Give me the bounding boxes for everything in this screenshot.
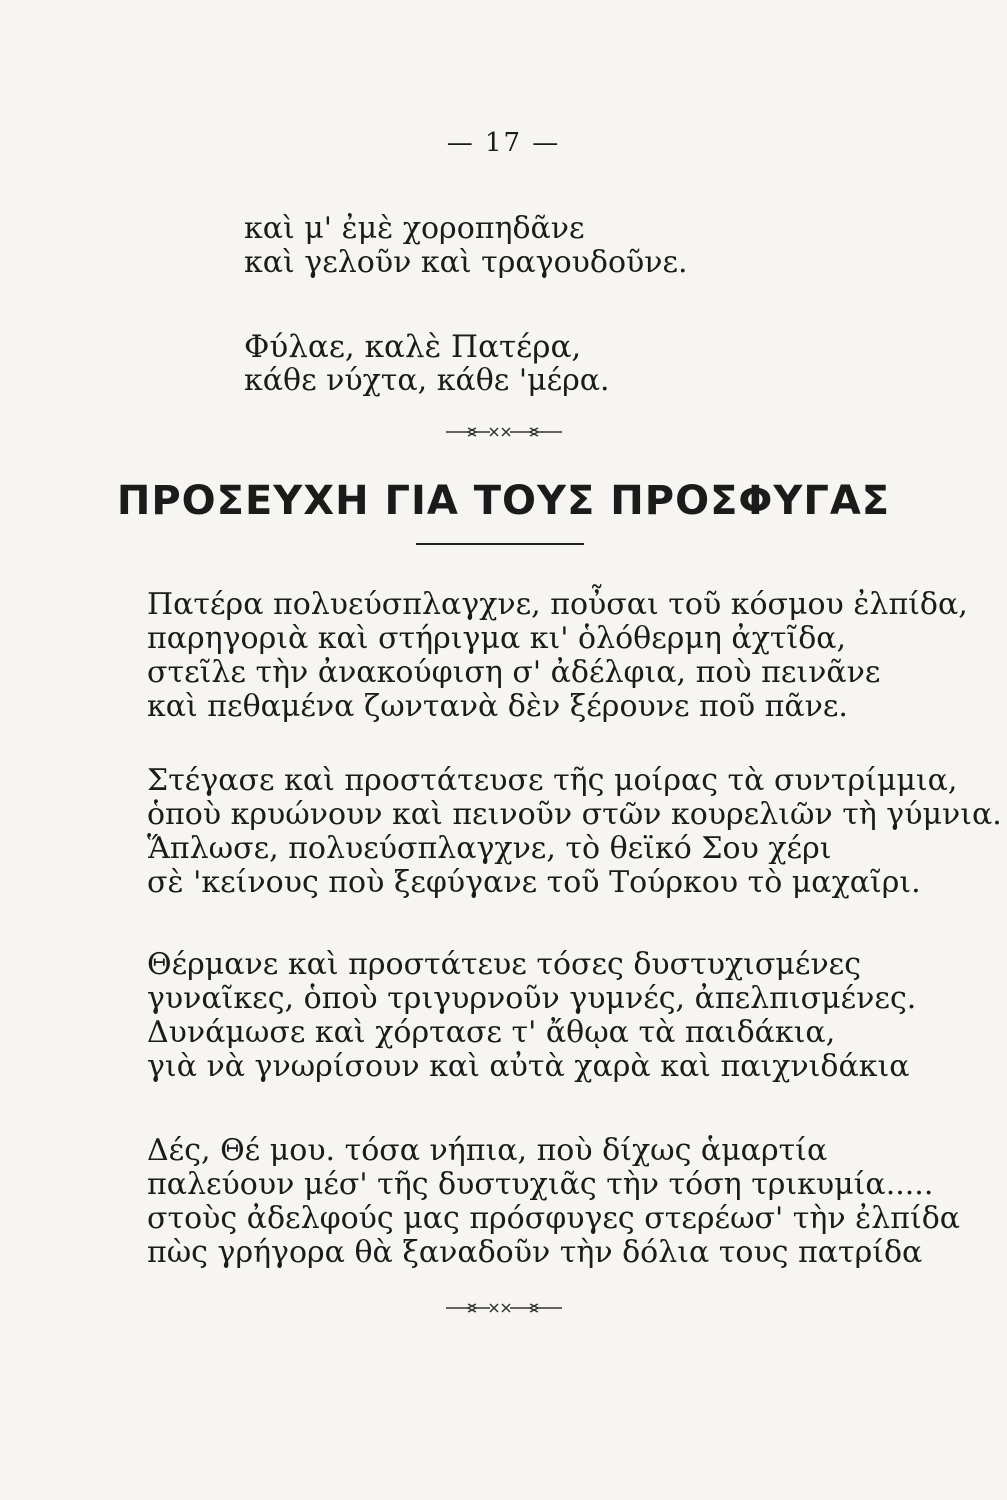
verse-line: παρηγοριὰ καὶ στήριγμα κι' ὁλόθερμη ἀχτῖδα,	[147, 621, 847, 656]
verse-line: Δές, Θέ μου. τόσα νήπια, ποὺ δίχως ἁμαρτία	[147, 1133, 828, 1168]
verse-line: πὼς γρήγορα θὰ ξαναδοῦν τὴν δόλια τους πατρίδα	[147, 1235, 923, 1270]
verse-line: γιὰ νὰ γνωρίσουν καὶ αὐτὰ χαρὰ καὶ παιχνιδάκια	[147, 1049, 910, 1084]
verse-line: καὶ πεθαμένα ζωντανὰ δὲν ξέρουνε ποῦ πᾶνε.	[147, 689, 848, 724]
verse-line: Ἅπλωσε, πολυεύσπλαγχνε, τὸ θεϊκό Σου χέρι	[147, 831, 832, 866]
verse-line: Φύλαε, καλὲ Πατέρα,	[244, 329, 582, 365]
verse-line: ὁποὺ κρυώνουν καὶ πεινοῦν στῶν κουρελιῶν τὴ γύμνια.	[147, 797, 1002, 832]
verse-line: Θέρμανε καὶ προστάτευε τόσες δυστυχισμένες	[147, 947, 862, 982]
verse-line: Πατέρα πολυεύσπλαγχνε, ποὖσαι τοῦ κόσμου ἐλπίδα,	[147, 587, 968, 622]
verse-line: στοὺς ἀδελφούς μας πρόσφυγες στερέωσ' τὴν ἐλπίδα	[147, 1201, 961, 1236]
verse-line: στεῖλε τὴν ἀνακούφιση σ' ἀδέλφια, ποὺ πεινᾶνε	[147, 655, 881, 690]
verse-line: Δυνάμωσε καὶ χόρτασε τ' ἄθῳα τὰ παιδάκια,	[147, 1015, 836, 1050]
title-underline	[416, 543, 584, 545]
ornament-divider	[0, 1300, 1007, 1319]
verse-line: γυναῖκες, ὁποὺ τριγυρνοῦν γυμνές, ἀπελπισμένες.	[147, 981, 917, 1016]
verse-line: καὶ γελοῦν καὶ τραγουδοῦνε.	[244, 245, 688, 280]
verse-line: παλεύουν μέσ' τῆς δυστυχιᾶς τὴν τόση τρικυμία.....	[147, 1167, 934, 1202]
verse-line: κάθε νύχτα, κάθε 'μέρα.	[244, 363, 610, 398]
page-number: — 17 —	[446, 128, 561, 158]
poem-title: ΠΡΟΣΕΥΧΗ ΓΙΑ ΤΟΥΣ ΠΡΟΣΦΥΓΑΣ	[116, 478, 891, 524]
verse-line: Στέγασε καὶ προστάτευσε τῆς μοίρας τὰ συντρίμμια,	[147, 763, 958, 798]
verse-line: καὶ μ' ἐμὲ χοροπηδᾶνε	[244, 211, 585, 246]
ornament-divider	[0, 424, 1007, 443]
verse-line: σὲ 'κείνους ποὺ ξεφύγανε τοῦ Τούρκου τὸ μαχαῖρι.	[147, 865, 921, 900]
